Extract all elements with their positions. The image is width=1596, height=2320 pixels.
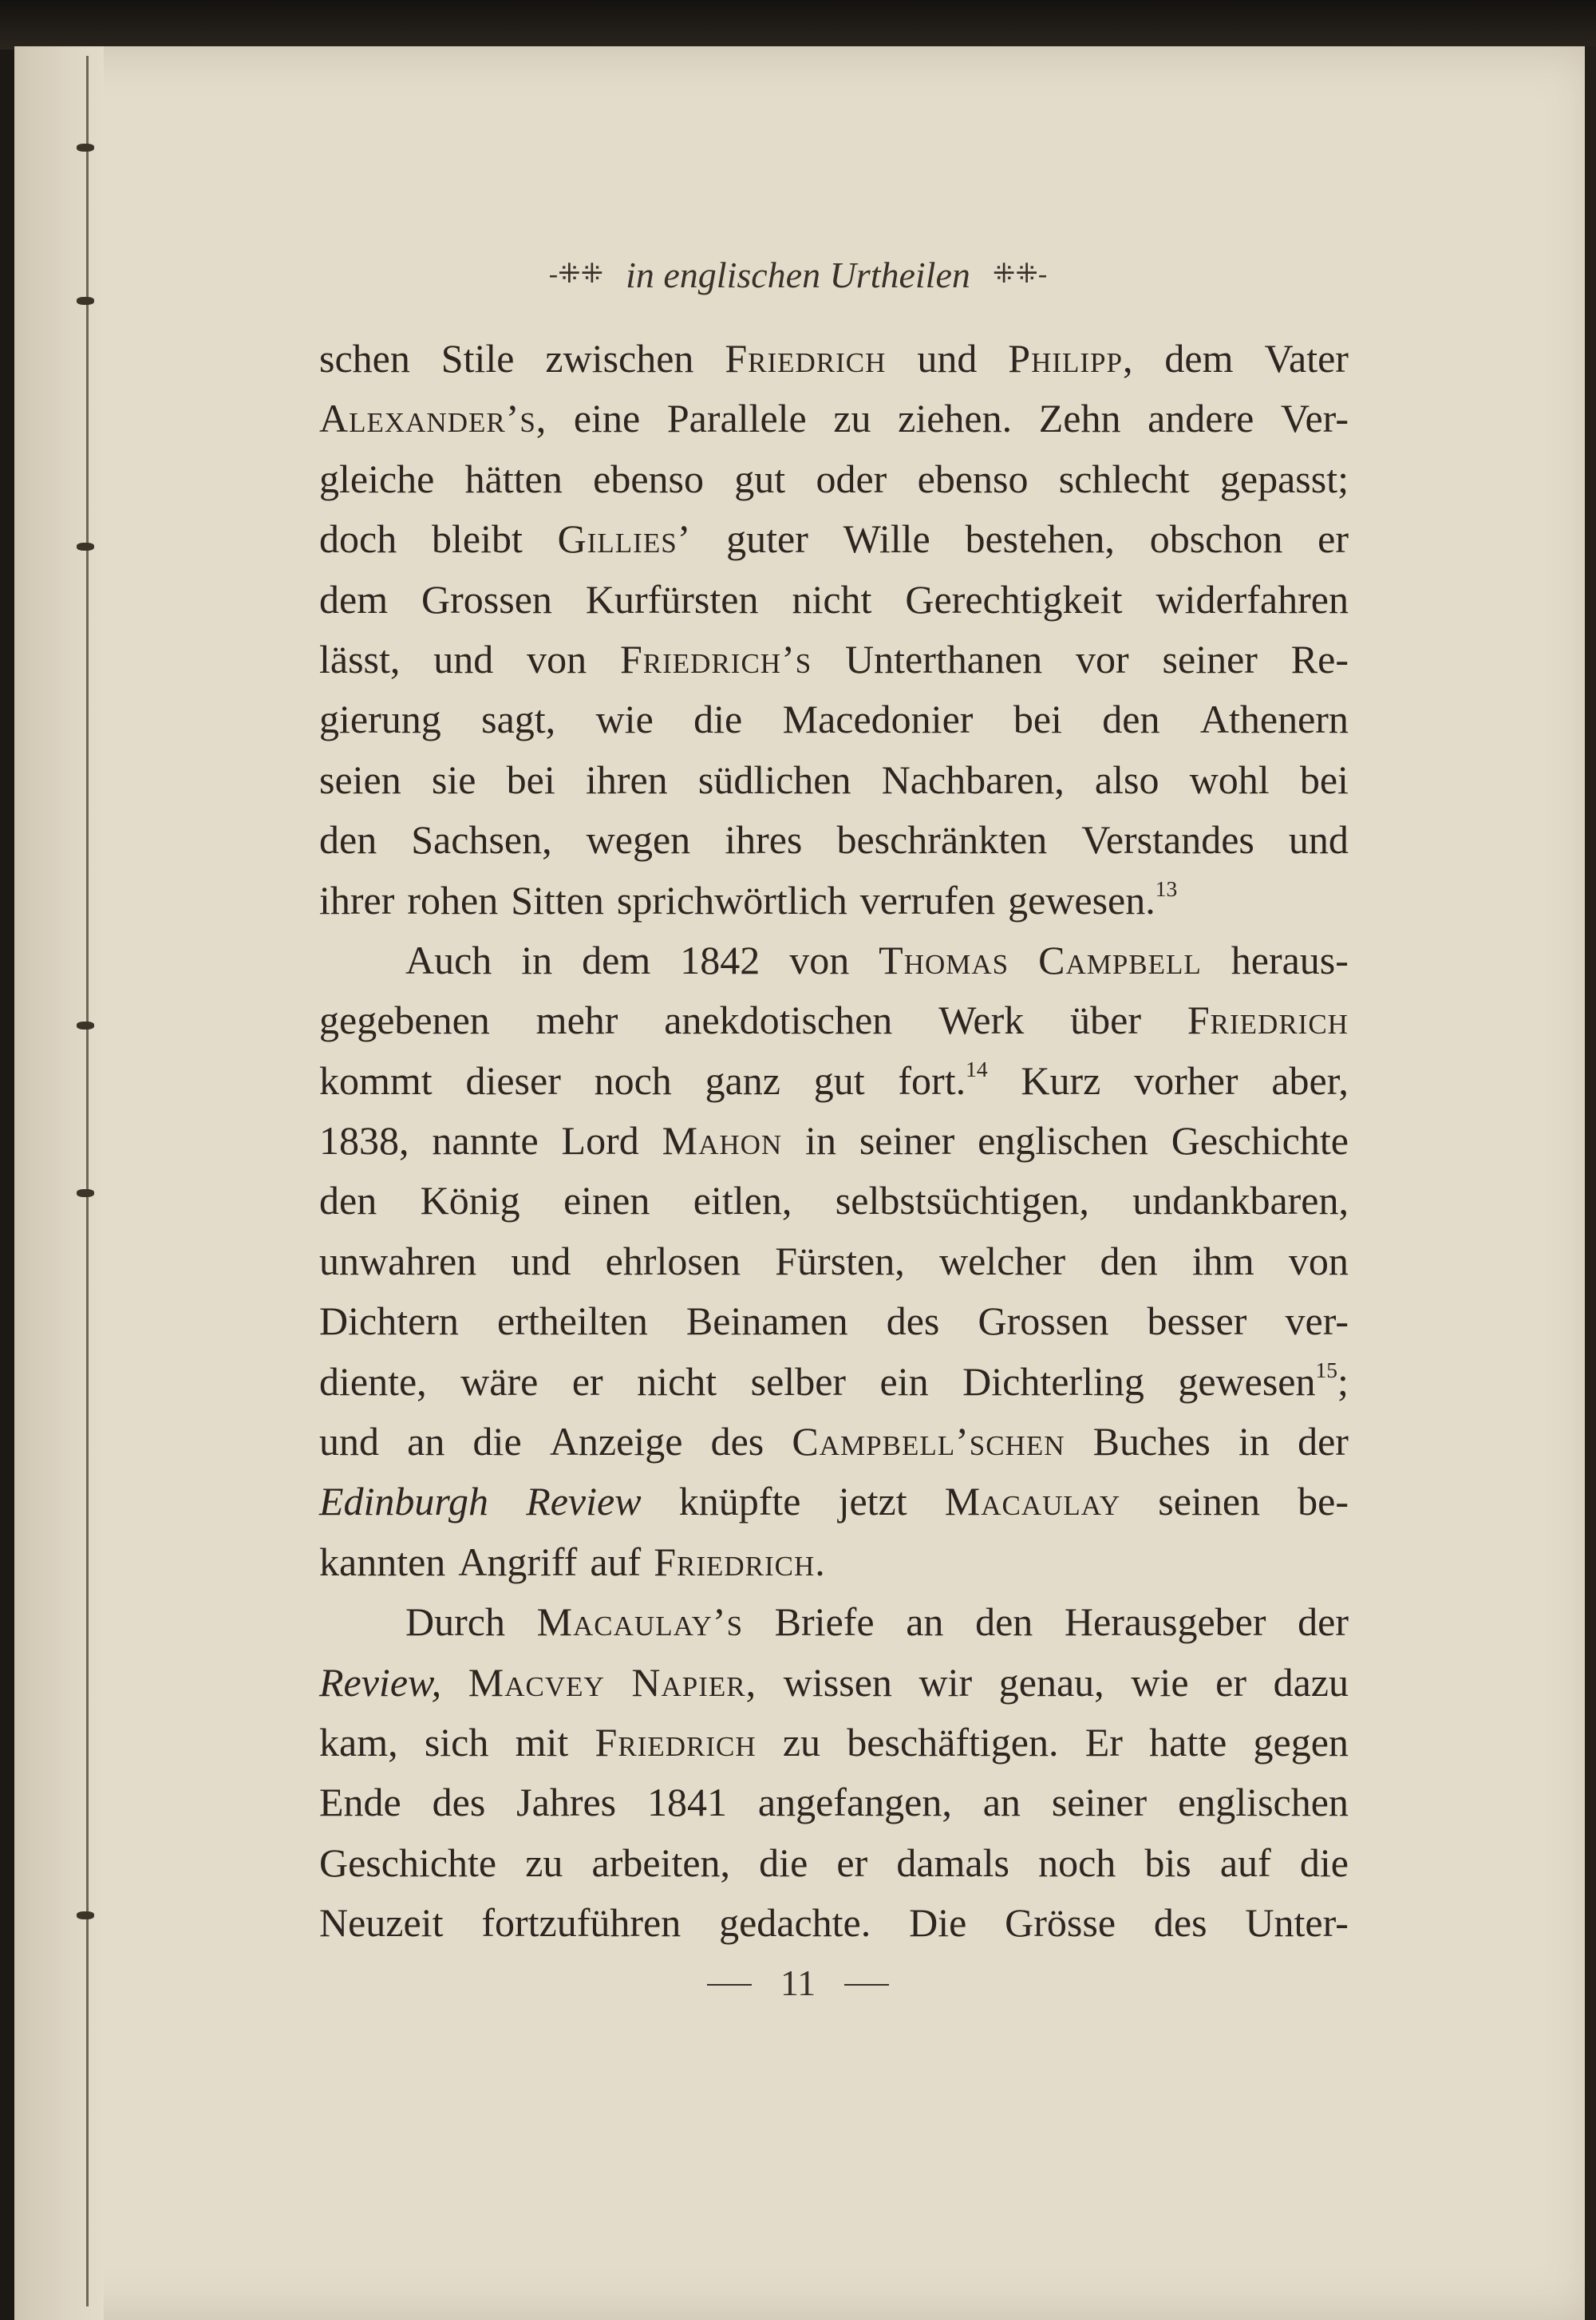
word: heraus- xyxy=(1231,937,1349,982)
word: kannten xyxy=(319,1539,446,1584)
word: widerfahren xyxy=(1156,576,1349,622)
word: Er xyxy=(1084,1719,1123,1765)
word: Grossen xyxy=(421,576,552,622)
word: wie xyxy=(595,697,654,742)
word: Athenern xyxy=(1199,697,1349,742)
word: Parallele xyxy=(666,396,807,441)
word: an xyxy=(407,1419,445,1464)
word: von xyxy=(1288,1238,1349,1283)
word: Re- xyxy=(1290,636,1349,682)
word: Wille xyxy=(843,516,930,562)
word: hatte xyxy=(1149,1719,1227,1765)
text-line xyxy=(319,1352,1349,1412)
word: den xyxy=(319,1178,377,1223)
word: bei xyxy=(506,757,555,802)
word: ertheilten xyxy=(497,1298,648,1344)
word: mit xyxy=(515,1719,569,1765)
word: Lord xyxy=(561,1118,639,1164)
word: des xyxy=(432,1780,486,1825)
word: gegen xyxy=(1253,1719,1349,1765)
word: 1842 xyxy=(680,937,760,982)
word: gepasst; xyxy=(1219,456,1349,501)
word: Die xyxy=(909,1900,967,1946)
word: genau, xyxy=(998,1659,1104,1705)
word: ihres xyxy=(725,817,803,863)
word: Werk xyxy=(938,998,1025,1043)
text-line xyxy=(319,509,1349,569)
word: gewesen.$^{13}$ xyxy=(1008,875,1178,923)
word: die xyxy=(759,1840,808,1885)
word: verrufen xyxy=(859,877,996,923)
word: gedachte. xyxy=(719,1900,871,1946)
word: andere xyxy=(1148,396,1254,441)
word: kommt xyxy=(319,1057,433,1103)
word: hätten xyxy=(464,456,563,501)
running-head-title: in englischen Urtheilen xyxy=(626,255,970,295)
word: englischen xyxy=(978,1118,1148,1164)
text-line xyxy=(319,329,1349,389)
scan-background-top xyxy=(0,0,1596,49)
text-line xyxy=(319,810,1349,870)
body-text xyxy=(319,329,1349,1954)
word: seiner xyxy=(1051,1780,1148,1825)
word: wohl xyxy=(1189,757,1270,802)
word: noch xyxy=(594,1057,672,1103)
word: ihm xyxy=(1191,1238,1254,1283)
text-line xyxy=(319,931,1349,990)
word: bis xyxy=(1144,1840,1191,1885)
binding-stitch xyxy=(77,1189,94,1197)
word: damals xyxy=(896,1840,1009,1885)
word: Friedrich xyxy=(725,336,887,381)
word: und xyxy=(917,336,978,381)
word: Grösse xyxy=(1005,1900,1116,1946)
word: dem xyxy=(1164,336,1234,381)
ornament-right-icon: ⁜⁜- xyxy=(992,259,1048,289)
word: an xyxy=(906,1599,944,1645)
word: doch xyxy=(319,516,397,562)
word: den xyxy=(319,817,377,863)
binding-stitch xyxy=(77,297,94,305)
word: sich xyxy=(424,1719,489,1765)
word: den xyxy=(1102,697,1160,742)
text-line xyxy=(319,1773,1349,1832)
word: schlecht xyxy=(1058,456,1190,501)
word: obschon xyxy=(1149,516,1283,562)
word: arbeiten, xyxy=(591,1840,731,1885)
word: dazu xyxy=(1273,1659,1349,1705)
word: den xyxy=(975,1599,1033,1645)
word: der xyxy=(1298,1599,1349,1645)
running-head xyxy=(0,254,1596,296)
word: mehr xyxy=(535,998,618,1043)
word: er xyxy=(571,1358,603,1404)
word: König xyxy=(420,1178,520,1223)
word: Friedrich’s xyxy=(619,636,812,682)
word: fortzuführen xyxy=(481,1900,681,1946)
text-line xyxy=(319,1291,1349,1351)
word: die xyxy=(472,1419,522,1464)
word: Macaulay’s xyxy=(536,1599,744,1645)
text-line xyxy=(319,1592,1349,1652)
word: den xyxy=(1100,1238,1158,1283)
word: vor xyxy=(1076,636,1129,682)
word: eine xyxy=(573,396,641,441)
word: unwahren xyxy=(319,1238,477,1283)
word: seiner xyxy=(1162,636,1258,682)
word: Anzeige xyxy=(549,1419,683,1464)
word: Napier, xyxy=(631,1659,757,1705)
word: Friedrich. xyxy=(654,1539,826,1584)
word: der xyxy=(1298,1419,1349,1464)
word: Campbell xyxy=(1038,937,1202,982)
word: Stile xyxy=(440,336,515,381)
word: einen xyxy=(563,1178,650,1223)
word: Macedonier xyxy=(782,697,974,742)
word: ziehen. xyxy=(898,396,1013,441)
folio-dash-left xyxy=(707,1984,752,1986)
word: selbstsüchtigen, xyxy=(835,1178,1089,1223)
word: wäre xyxy=(460,1358,539,1404)
binding-stitch xyxy=(77,144,94,152)
word: in xyxy=(1238,1419,1270,1464)
word: ein xyxy=(879,1358,929,1404)
text-line xyxy=(319,1833,1349,1893)
word: und xyxy=(1288,817,1349,863)
word: fort.$^{14}$ xyxy=(898,1056,988,1103)
word: besser xyxy=(1147,1298,1247,1344)
text-line xyxy=(319,1231,1349,1291)
word: des xyxy=(886,1298,940,1344)
word: zu xyxy=(525,1840,563,1885)
word: ihren xyxy=(585,757,668,802)
word: schen xyxy=(319,336,410,381)
word: rohen xyxy=(407,877,499,923)
word: 1841 xyxy=(647,1780,728,1825)
word: ganz xyxy=(705,1057,780,1103)
word: beschränkten xyxy=(836,817,1048,863)
word: aber, xyxy=(1271,1057,1349,1103)
word: seiner xyxy=(859,1118,955,1164)
word: dem xyxy=(319,576,389,622)
word: lässt, xyxy=(319,636,401,682)
word: Kurfürsten xyxy=(585,576,759,622)
word: zwischen xyxy=(545,336,694,381)
word: ver- xyxy=(1285,1298,1349,1344)
word: des xyxy=(1153,1900,1207,1946)
word: Ver- xyxy=(1280,396,1349,441)
word: Macaulay xyxy=(944,1479,1121,1524)
word: wegen xyxy=(586,817,691,863)
word: angefangen, xyxy=(757,1780,952,1825)
word: und xyxy=(511,1238,571,1283)
word: Sitten xyxy=(511,877,604,923)
word: jetzt xyxy=(838,1479,907,1524)
word: Herausgeber xyxy=(1064,1599,1266,1645)
word: und xyxy=(433,636,494,682)
word: die xyxy=(693,697,743,742)
word: zu xyxy=(782,1719,821,1765)
word: Beinamen xyxy=(685,1298,848,1344)
text-line xyxy=(319,1472,1349,1532)
word: Campbell’schen xyxy=(792,1419,1065,1464)
word: wissen xyxy=(783,1659,892,1705)
footnote-marker: 14 xyxy=(966,1056,988,1081)
word: auf xyxy=(590,1539,642,1584)
text-line xyxy=(319,1532,1349,1592)
word: seien xyxy=(319,757,401,802)
word: selber xyxy=(750,1358,847,1404)
word: bei xyxy=(1299,757,1349,802)
word: an xyxy=(982,1780,1021,1825)
word: eitlen, xyxy=(693,1178,792,1223)
word: in xyxy=(805,1118,836,1164)
word: gut xyxy=(813,1057,865,1103)
word: Thomas xyxy=(879,937,1009,982)
word: anekdotischen xyxy=(664,998,893,1043)
text-line xyxy=(319,1893,1349,1953)
word: Unterthanen xyxy=(845,636,1043,682)
word: von xyxy=(789,937,850,982)
word: gierung xyxy=(319,697,441,742)
text-line xyxy=(319,1653,1349,1713)
word: Ende xyxy=(319,1780,401,1825)
word: ebenso xyxy=(917,456,1029,501)
word: diente, xyxy=(319,1358,427,1404)
page-number xyxy=(0,1962,1596,2004)
word: Unter- xyxy=(1245,1900,1349,1946)
word: Nachbaren, xyxy=(881,757,1065,802)
binding-stitch xyxy=(77,1022,94,1030)
text-line xyxy=(319,1412,1349,1472)
word: Alexander’s, xyxy=(319,396,547,441)
word: Buches xyxy=(1092,1419,1211,1464)
word: Review xyxy=(526,1479,642,1524)
text-line xyxy=(319,1713,1349,1773)
word: nicht xyxy=(637,1358,717,1404)
word: Gillies’ xyxy=(557,516,692,562)
word: des xyxy=(710,1419,764,1464)
word: die xyxy=(1299,1840,1349,1885)
word: von xyxy=(527,636,587,682)
word: und xyxy=(319,1419,379,1464)
word: Gerechtigkeit xyxy=(905,576,1123,622)
text-line xyxy=(319,1171,1349,1231)
word: Geschichte xyxy=(319,1840,497,1885)
word: noch xyxy=(1038,1840,1116,1885)
word: sprichwörtlich xyxy=(616,877,847,923)
word: ehrlosen xyxy=(605,1238,741,1283)
text-line xyxy=(319,630,1349,690)
word: englischen xyxy=(1178,1780,1349,1825)
text-line xyxy=(319,1051,1349,1111)
text-line xyxy=(319,389,1349,449)
word: Edinburgh xyxy=(319,1479,489,1524)
word: südlichen xyxy=(697,757,851,802)
word: Durch xyxy=(405,1599,505,1645)
word: wir xyxy=(918,1659,973,1705)
word: gewesen$^{15}$; xyxy=(1178,1357,1349,1404)
word: er xyxy=(1317,516,1349,562)
word: auf xyxy=(1219,1840,1271,1885)
word: 1838, xyxy=(319,1118,409,1164)
folio-number: 11 xyxy=(780,1962,816,2003)
word: Fürsten, xyxy=(775,1238,905,1283)
word: dem xyxy=(582,937,651,982)
word: Review, xyxy=(319,1659,442,1705)
word: über xyxy=(1070,998,1141,1043)
word: Dichtern xyxy=(319,1298,459,1344)
word: beschäftigen. xyxy=(847,1719,1059,1765)
word: ihrer xyxy=(319,877,395,923)
footnote-marker: 13 xyxy=(1155,875,1178,901)
word: also xyxy=(1094,757,1159,802)
word: zu xyxy=(833,396,871,441)
word: nicht xyxy=(792,576,872,622)
word: Neuzeit xyxy=(319,1900,444,1946)
word: Geschichte xyxy=(1171,1118,1349,1164)
word: vorher xyxy=(1134,1057,1238,1103)
word: be- xyxy=(1298,1479,1349,1524)
word: sie xyxy=(431,757,476,802)
word: Friedrich xyxy=(595,1719,757,1765)
word: Zehn xyxy=(1038,396,1121,441)
word: Philipp, xyxy=(1008,336,1134,381)
ornament-left-icon: -⁜⁜ xyxy=(548,259,604,289)
word: in xyxy=(521,937,553,982)
word: ebenso xyxy=(593,456,704,501)
text-line xyxy=(319,1111,1349,1171)
word: Kurz xyxy=(1021,1057,1101,1103)
word: Friedrich xyxy=(1187,998,1349,1043)
text-line xyxy=(319,570,1349,630)
word: Macvey xyxy=(468,1659,605,1705)
word: Sachsen, xyxy=(411,817,552,863)
word: Mahon xyxy=(662,1118,783,1164)
word: er xyxy=(1215,1659,1246,1705)
word: Auch xyxy=(405,937,492,982)
word: Briefe xyxy=(774,1599,875,1645)
text-line xyxy=(319,449,1349,509)
word: nannte xyxy=(432,1118,539,1164)
word: undankbaren, xyxy=(1132,1178,1349,1223)
word: Verstandes xyxy=(1081,817,1254,863)
word: knüpfte xyxy=(678,1479,801,1524)
word: er xyxy=(836,1840,868,1885)
word: bei xyxy=(1013,697,1062,742)
word: bleibt xyxy=(431,516,523,562)
word: bestehen, xyxy=(965,516,1115,562)
word: welcher xyxy=(938,1238,1066,1283)
binding-stitch xyxy=(77,1911,94,1919)
word: oder xyxy=(816,456,887,501)
punctuation: ; xyxy=(1337,1358,1349,1404)
word: seinen xyxy=(1158,1479,1261,1524)
word: wie xyxy=(1131,1659,1189,1705)
text-line xyxy=(319,871,1349,931)
word: sagt, xyxy=(481,697,556,742)
word: guter xyxy=(726,516,808,562)
footnote-marker: 15 xyxy=(1315,1357,1338,1382)
word: Vater xyxy=(1264,336,1349,381)
binding-stitch xyxy=(77,543,94,551)
word: dieser xyxy=(465,1057,561,1103)
text-line xyxy=(319,690,1349,749)
word: Grossen xyxy=(978,1298,1109,1344)
text-line xyxy=(319,990,1349,1050)
word: kam, xyxy=(319,1719,398,1765)
word: gegebenen xyxy=(319,998,490,1043)
word: Jahres xyxy=(516,1780,617,1825)
word: Angriff xyxy=(458,1539,578,1584)
word: gleiche xyxy=(319,456,435,501)
text-line xyxy=(319,750,1349,810)
word: gut xyxy=(734,456,786,501)
word: Dichterling xyxy=(962,1358,1144,1404)
folio-dash-right xyxy=(844,1984,889,1986)
